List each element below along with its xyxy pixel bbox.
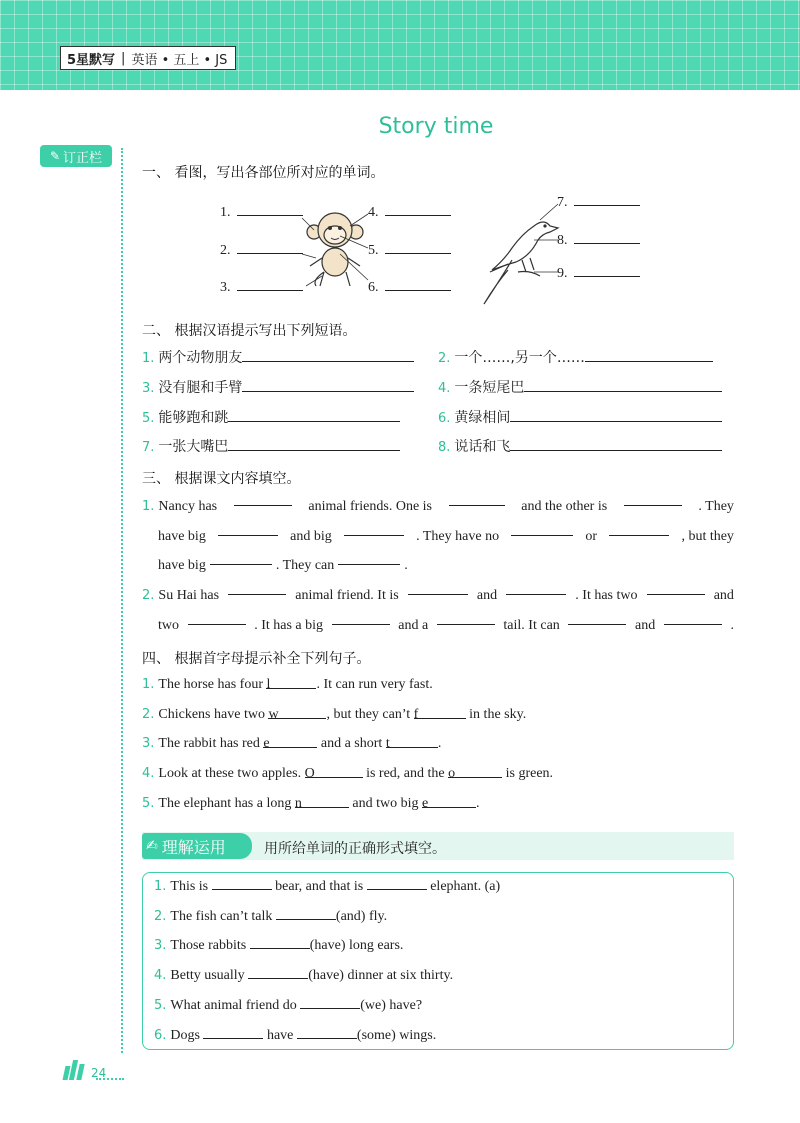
- answer-blank[interactable]: l: [266, 675, 316, 689]
- book-stack-icon: [64, 1060, 85, 1080]
- grammar-item: 1. This is bear, and that is elephant. (a): [154, 876, 500, 897]
- answer-blank[interactable]: O: [305, 764, 363, 778]
- grammar-item: 6. Dogs have (some) wings.: [154, 1025, 436, 1046]
- picture-label-3: 3.: [220, 277, 303, 296]
- section1-heading: 一、 看图，写出各部位所对应的单词。: [142, 165, 385, 181]
- sentence-item: 5. The elephant has a long n and two big e .: [142, 796, 480, 811]
- picture-label-9: 9.: [557, 263, 640, 282]
- picture-label-6: 6.: [368, 277, 451, 296]
- section2-heading: 二、 根据汉语提示写出下列短语。: [142, 323, 357, 339]
- answer-blank[interactable]: [385, 202, 451, 216]
- grammar-item: 3. Those rabbits (have) long ears.: [154, 935, 403, 956]
- answer-blank[interactable]: [506, 581, 566, 595]
- section4-heading: 四、 根据首字母提示补全下列句子。: [142, 651, 371, 667]
- answer-blank[interactable]: [237, 277, 303, 291]
- answer-blank[interactable]: t: [386, 734, 438, 748]
- answer-blank[interactable]: [385, 240, 451, 254]
- series-name: 5星默写: [67, 52, 116, 68]
- picture-label-7: 7.: [557, 192, 640, 211]
- answer-blank[interactable]: [332, 611, 390, 625]
- answer-blank[interactable]: [210, 551, 272, 565]
- picture-label-8: 8.: [557, 230, 640, 249]
- answer-blank[interactable]: [300, 995, 360, 1009]
- answer-blank[interactable]: [511, 522, 573, 536]
- answer-blank[interactable]: [585, 348, 713, 362]
- answer-blank[interactable]: [574, 230, 640, 244]
- picture-label-5: 5.: [368, 240, 451, 259]
- sentence-item: 1. The horse has four l . It can run very fast.: [142, 677, 433, 692]
- answer-blank[interactable]: [385, 277, 451, 291]
- section5-badge: [142, 833, 252, 859]
- answer-blank[interactable]: n: [295, 794, 349, 808]
- book-label: [60, 46, 236, 70]
- answer-blank[interactable]: [248, 965, 308, 979]
- phrase-item: 6. 黄绿相间: [438, 408, 722, 429]
- phrase-item: 3. 没有腿和手臂: [142, 378, 414, 399]
- answer-blank[interactable]: [297, 1025, 357, 1039]
- label-separator: |: [121, 50, 126, 66]
- fill-paragraph-1: 1. Nancy has animal friends. One is and the other is . They have big and big . They have no or , but they have big . They can .: [142, 492, 734, 581]
- sentence-item: 3. The rabbit has red e and a short t .: [142, 736, 442, 751]
- page-footer: [64, 1060, 106, 1080]
- answer-blank[interactable]: [408, 581, 468, 595]
- picture-label-4: 4.: [368, 202, 451, 221]
- picture-label-1: 1.: [220, 202, 303, 221]
- badge-label: 理解运用: [161, 837, 226, 857]
- phrase-item: 5. 能够跑和跳: [142, 408, 400, 429]
- correction-label: 订正栏: [63, 150, 103, 166]
- answer-blank[interactable]: [234, 492, 292, 506]
- answer-blank[interactable]: [188, 611, 246, 625]
- grammar-item: 5. What animal friend do (we) have?: [154, 995, 422, 1016]
- answer-blank[interactable]: [437, 611, 495, 625]
- subject-label: 英语 • 五上 • JS: [131, 52, 228, 68]
- answer-blank[interactable]: [344, 522, 404, 536]
- answer-blank[interactable]: [203, 1025, 263, 1039]
- correction-tag: [40, 145, 112, 167]
- answer-blank[interactable]: [276, 906, 336, 920]
- phrase-item: 8. 说话和飞: [438, 437, 722, 458]
- section5-instruction: 用所给单词的正确形式填空。: [264, 841, 446, 857]
- correction-margin-line: [121, 148, 123, 1053]
- answer-blank[interactable]: [218, 522, 278, 536]
- answer-blank[interactable]: [574, 263, 640, 277]
- answer-blank[interactable]: [624, 492, 682, 506]
- answer-blank[interactable]: e: [263, 734, 317, 748]
- answer-blank[interactable]: [609, 522, 669, 536]
- monkey-illustration: [300, 206, 370, 288]
- answer-blank[interactable]: [367, 876, 427, 890]
- picture-label-2: 2.: [220, 240, 303, 259]
- sentence-item: 4. Look at these two apples. O is red, and the o is green.: [142, 766, 554, 781]
- book-icon: ✍: [146, 838, 158, 854]
- page-number: 24: [91, 1066, 107, 1080]
- sentence-item: 2. Chickens have two w , but they can’t f in the sky.: [142, 707, 527, 722]
- answer-blank[interactable]: o: [448, 764, 502, 778]
- section5-box: [142, 872, 734, 1050]
- answer-blank[interactable]: [664, 611, 722, 625]
- grammar-item: 4. Betty usually (have) dinner at six thirty.: [154, 965, 453, 986]
- pencil-icon: ✎: [49, 149, 61, 163]
- answer-blank[interactable]: [242, 348, 414, 362]
- answer-blank[interactable]: e: [422, 794, 476, 808]
- answer-blank[interactable]: [647, 581, 705, 595]
- answer-blank[interactable]: [237, 202, 303, 216]
- fill-paragraph-2: 2. Su Hai has animal friend. It is and . It has two and two . It has a big and a tail. It can and .: [142, 581, 734, 640]
- answer-blank[interactable]: [449, 492, 505, 506]
- phrase-item: 1. 两个动物朋友: [142, 348, 414, 369]
- phrase-item: 7. 一张大嘴巴: [142, 437, 400, 458]
- answer-blank[interactable]: [212, 876, 272, 890]
- answer-blank[interactable]: f: [414, 705, 466, 719]
- grammar-item: 2. The fish can’t talk (and) fly.: [154, 906, 387, 927]
- answer-blank[interactable]: [242, 378, 414, 392]
- phrase-item: 4. 一条短尾巴: [438, 378, 722, 399]
- answer-blank[interactable]: [338, 551, 400, 565]
- answer-blank[interactable]: [510, 437, 722, 451]
- page-title: Story time: [378, 114, 494, 139]
- answer-blank[interactable]: w: [268, 705, 326, 719]
- answer-blank[interactable]: [237, 240, 303, 254]
- answer-blank[interactable]: [574, 192, 640, 206]
- footer-dots: [96, 1078, 124, 1080]
- answer-blank[interactable]: [228, 437, 400, 451]
- answer-blank[interactable]: [524, 378, 722, 392]
- answer-blank[interactable]: [510, 408, 722, 422]
- section3-heading: 三、 根据课文内容填空。: [142, 471, 301, 487]
- bird-illustration: [478, 200, 564, 308]
- answer-blank[interactable]: [568, 611, 626, 625]
- answer-blank[interactable]: [228, 408, 400, 422]
- answer-blank[interactable]: [228, 581, 286, 595]
- header-band: [0, 0, 800, 90]
- answer-blank[interactable]: [250, 935, 310, 949]
- phrase-item: 2. 一个……,另一个……: [438, 348, 713, 369]
